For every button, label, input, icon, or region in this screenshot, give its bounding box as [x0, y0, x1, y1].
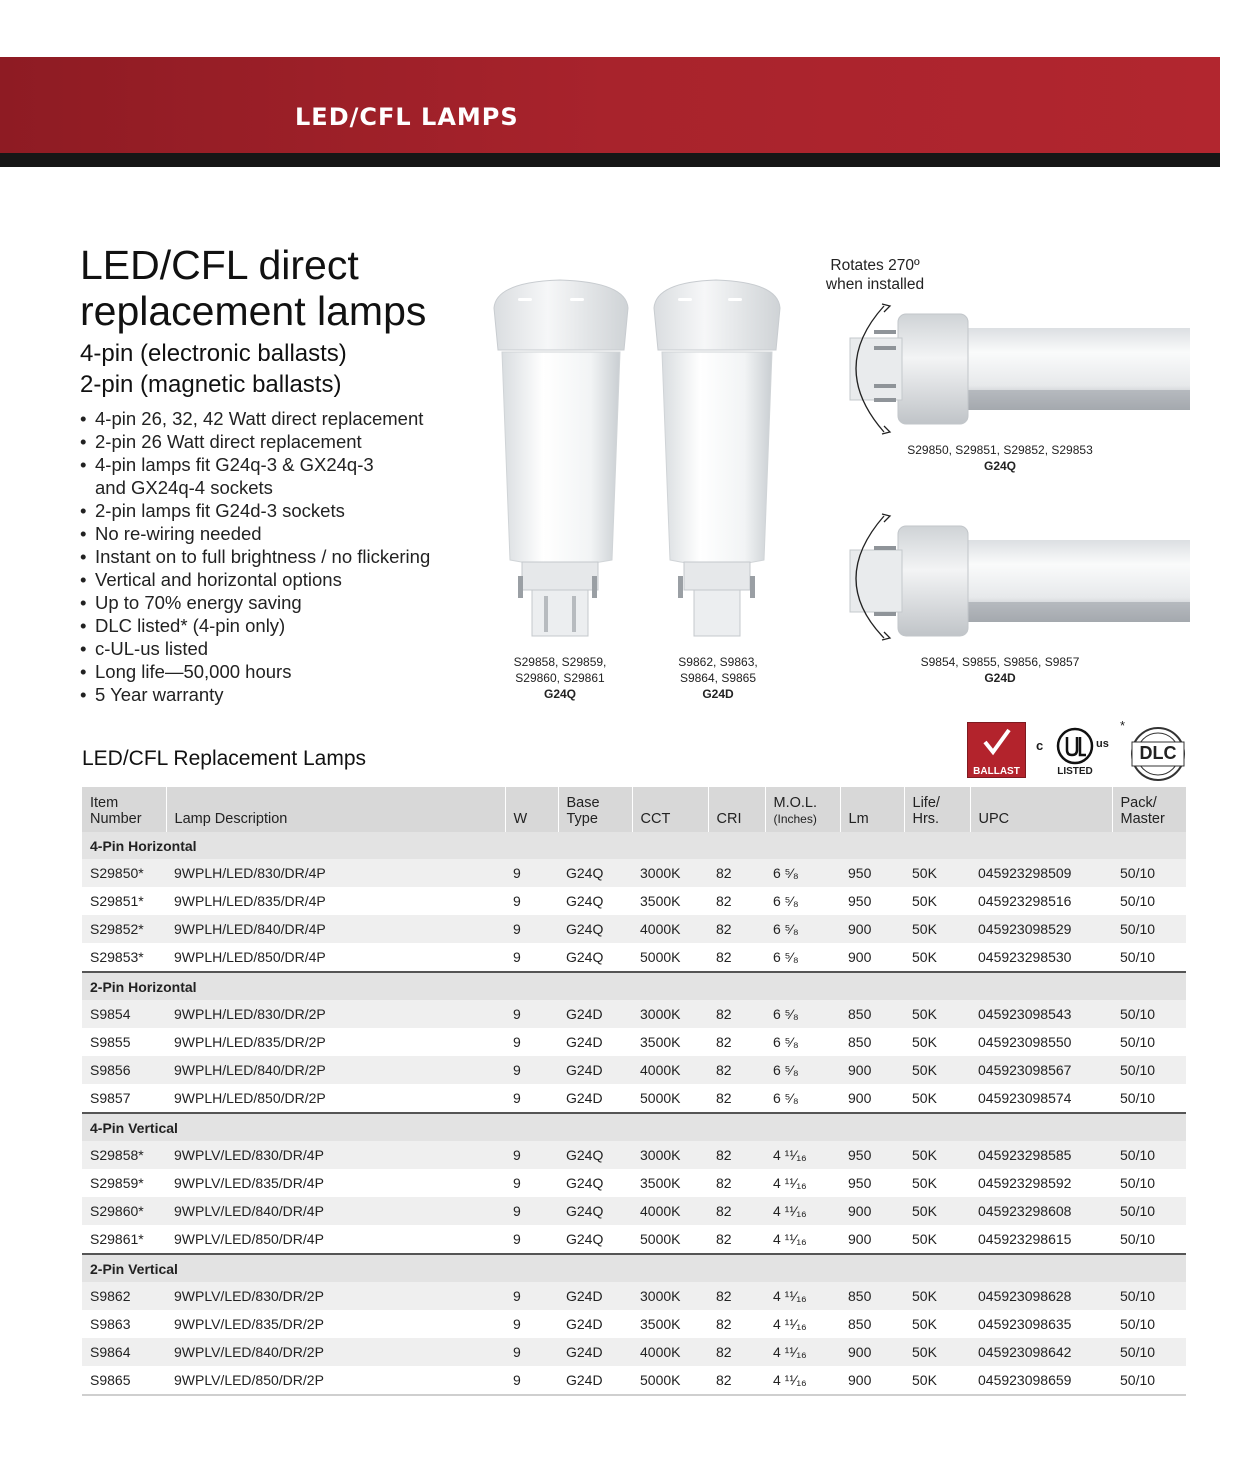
- cell-cri: 82: [708, 1141, 765, 1169]
- cell-life: 50K: [904, 859, 970, 887]
- col-pack-line-1: Pack/: [1120, 795, 1157, 811]
- section-title: LED/CFL LAMPS: [295, 103, 519, 131]
- cell-cri: 82: [708, 943, 765, 972]
- cell-life: 50K: [904, 1056, 970, 1084]
- group-header-row: [82, 1113, 1186, 1141]
- caption-line-2: S9864, S9865: [679, 671, 757, 685]
- table-row: [82, 1282, 1186, 1310]
- cell-item: S29853*: [82, 943, 166, 972]
- cell-item: S9863: [90, 1316, 131, 1332]
- feature-item: • Up to 70% energy saving: [80, 591, 430, 614]
- cell-base: G24D: [566, 1034, 603, 1050]
- cell-life: 50K: [904, 1225, 970, 1254]
- cell-pack: 50/10: [1112, 1141, 1186, 1169]
- cell-lm: 900: [840, 1338, 904, 1366]
- cell-upc: 045923098529: [970, 915, 1112, 943]
- caption-base: G24Q: [983, 459, 1016, 473]
- dlc-logo-text: DLC: [1139, 743, 1177, 763]
- cell-mol: 4 ¹¹⁄₁₆: [765, 1282, 840, 1310]
- cell-w: 9: [505, 1366, 558, 1395]
- cell-desc: 9WPLV/LED/840/DR/4P: [166, 1197, 505, 1225]
- header-banner: [0, 57, 1220, 153]
- cell-lm: 850: [848, 1034, 872, 1050]
- cell-cct: 5000K: [632, 943, 708, 972]
- feature-item: • DLC listed* (4-pin only): [80, 614, 430, 637]
- cell-mol: 4 ¹¹⁄₁₆: [773, 1175, 807, 1191]
- cell-base: G24Q: [558, 1197, 632, 1225]
- cell-desc: 9WPLH/LED/840/DR/2P: [166, 1056, 505, 1084]
- cell-base: G24Q: [558, 943, 632, 972]
- feature-item: • Instant on to full brightness / no flickering: [80, 545, 430, 568]
- caption-line-1: S9862, S9863,: [678, 655, 758, 669]
- cell-cri: 82: [708, 1056, 765, 1084]
- cell-upc: 045923098635: [978, 1316, 1072, 1332]
- cell-item: S29860*: [82, 1197, 166, 1225]
- cell-lm: 900: [840, 1084, 904, 1113]
- cell-lm: 950: [848, 1175, 872, 1191]
- caption-base: G24Q: [543, 687, 576, 701]
- spec-table: [82, 787, 1186, 1396]
- cell-life: 50K: [904, 1000, 970, 1028]
- rotate-note-line-1: Rotates 270º: [830, 257, 920, 274]
- cell-cct: 4000K: [632, 915, 708, 943]
- cell-desc: 9WPLV/LED/830/DR/4P: [166, 1141, 505, 1169]
- col-base-line-2: Type: [566, 811, 598, 827]
- group-header-row: [82, 832, 1186, 859]
- ballast-logo: [967, 722, 1026, 778]
- rotate-note: [800, 256, 950, 294]
- cell-desc: 9WPLH/LED/840/DR/4P: [166, 915, 505, 943]
- cell-w: 9: [505, 943, 558, 972]
- group-label: 4-Pin Vertical: [82, 1113, 1186, 1141]
- cell-cri: 82: [716, 1316, 732, 1332]
- cell-life: 50K: [904, 915, 970, 943]
- dlc-asterisk: *: [1120, 718, 1126, 733]
- table-row: [82, 1338, 1186, 1366]
- group-header-row: [82, 972, 1186, 1000]
- table-row: [82, 1084, 1186, 1113]
- cell-mol: 4 ¹¹⁄₁₆: [765, 1225, 840, 1254]
- cell-upc: 045923298585: [970, 1141, 1112, 1169]
- col-mol-line-1: M.O.L.: [773, 795, 818, 811]
- cell-w: 9: [505, 915, 558, 943]
- cell-w: 9: [505, 1141, 558, 1169]
- caption-line-1: S9854, S9855, S9856, S9857: [920, 655, 1080, 669]
- feature-item-continued: and GX24q-4 sockets: [95, 477, 273, 498]
- cell-upc: 045923098543: [970, 1000, 1112, 1028]
- cell-pack: 50/10: [1112, 943, 1186, 972]
- feature-item: • Long life—50,000 hours: [80, 660, 430, 683]
- cell-desc: 9WPLV/LED/830/DR/2P: [166, 1282, 505, 1310]
- vertical-4pin-lamp-image: [488, 278, 633, 650]
- group-label: 2-Pin Horizontal: [82, 972, 1186, 1000]
- cell-pack: 50/10: [1112, 1000, 1186, 1028]
- cell-base: G24Q: [566, 1175, 604, 1191]
- table-row: [82, 1141, 1186, 1169]
- cell-pack: 50/10: [1112, 1338, 1186, 1366]
- cell-w: 9: [505, 1000, 558, 1028]
- title-line-2: replacement lamps: [80, 288, 427, 334]
- cell-lm: 850: [848, 1316, 872, 1332]
- cell-upc: 045923098574: [970, 1084, 1112, 1113]
- cell-item: S9862: [82, 1282, 166, 1310]
- cell-life: 50K: [904, 1282, 970, 1310]
- group-label: 4-Pin Horizontal: [82, 832, 1186, 859]
- cell-life: 50K: [912, 893, 937, 909]
- cell-w: 9: [513, 1175, 521, 1191]
- horizontal-2pin-caption: [890, 654, 1110, 686]
- cell-pack: 50/10: [1112, 859, 1186, 887]
- cell-desc: 9WPLH/LED/830/DR/4P: [166, 859, 505, 887]
- col-pack-line-2: Master: [1120, 811, 1165, 827]
- cell-pack: 50/10: [1112, 1084, 1186, 1113]
- cell-cct: 3000K: [632, 859, 708, 887]
- cell-item: S9857: [82, 1084, 166, 1113]
- cell-cri: 82: [708, 915, 765, 943]
- cell-cri: 82: [708, 1000, 765, 1028]
- cell-life: 50K: [912, 1034, 937, 1050]
- cell-w: 9: [513, 893, 521, 909]
- cell-cct: 3000K: [632, 1000, 708, 1028]
- table-row: [82, 1366, 1186, 1395]
- table-row: [82, 1056, 1186, 1084]
- cell-desc: 9WPLH/LED/850/DR/4P: [166, 943, 505, 972]
- cell-w: 9: [505, 1338, 558, 1366]
- ul-listed-label: LISTED: [1057, 766, 1093, 777]
- ul-listed-logo: [1036, 722, 1114, 782]
- feature-item: • c-UL-us listed: [80, 637, 430, 660]
- cell-item: S29861*: [82, 1225, 166, 1254]
- cell-upc: 045923098628: [970, 1282, 1112, 1310]
- cell-cct: 3500K: [640, 893, 681, 909]
- cell-mol: 6 ⁵⁄₈: [765, 915, 840, 943]
- cell-mol: 6 ⁵⁄₈: [773, 893, 799, 909]
- cell-life: 50K: [904, 1141, 970, 1169]
- cell-lm: 850: [840, 1282, 904, 1310]
- cell-item: S9865: [82, 1366, 166, 1395]
- table-row: [82, 1028, 1186, 1056]
- table-row: [82, 915, 1186, 943]
- table-row: [82, 887, 1186, 915]
- cell-base: G24Q: [558, 1225, 632, 1254]
- horizontal-4pin-caption: [880, 442, 1120, 474]
- cell-cct: 4000K: [632, 1338, 708, 1366]
- cell-mol: 4 ¹¹⁄₁₆: [773, 1316, 807, 1332]
- ul-us-label: us: [1096, 738, 1109, 750]
- cell-mol: 6 ⁵⁄₈: [765, 1084, 840, 1113]
- cell-lm: 900: [840, 1225, 904, 1254]
- cell-cri: 82: [716, 1175, 732, 1191]
- cell-desc: 9WPLV/LED/835/DR/4P: [174, 1175, 324, 1191]
- cell-w: 9: [505, 1197, 558, 1225]
- cell-life: 50K: [904, 1366, 970, 1395]
- feature-item: • 4-pin lamps fit G24q-3 & GX24q-3: [80, 453, 430, 476]
- cell-desc: 9WPLV/LED/835/DR/2P: [174, 1316, 324, 1332]
- cell-cct: 3000K: [632, 1141, 708, 1169]
- feature-item: • 4-pin 26, 32, 42 Watt direct replacement: [80, 407, 430, 430]
- banner-bottom-bar: [0, 153, 1220, 167]
- cell-mol: 4 ¹¹⁄₁₆: [765, 1197, 840, 1225]
- table-row: [82, 1169, 1186, 1197]
- col-mol: [765, 787, 840, 832]
- col-description: Lamp Description: [166, 787, 505, 832]
- cell-mol: 6 ⁵⁄₈: [765, 1000, 840, 1028]
- cell-upc: 045923098659: [970, 1366, 1112, 1395]
- group-header-row: [82, 1254, 1186, 1282]
- caption-base: G24D: [984, 671, 1016, 685]
- cell-upc: 045923298608: [970, 1197, 1112, 1225]
- cell-base: G24Q: [558, 1141, 632, 1169]
- cell-base: G24Q: [566, 893, 604, 909]
- cell-mol: 4 ¹¹⁄₁₆: [765, 1366, 840, 1395]
- cell-cri: 82: [708, 1282, 765, 1310]
- cell-item: S29859*: [90, 1175, 144, 1191]
- cell-pack: 50/10: [1120, 1175, 1156, 1191]
- cell-lm: 950: [848, 893, 872, 909]
- caption-line-2: S29860, S29861: [515, 671, 605, 685]
- col-cct: CCT: [632, 787, 708, 832]
- cell-mol: 6 ⁵⁄₈: [765, 1056, 840, 1084]
- cell-mol: 6 ⁵⁄₈: [773, 1034, 799, 1050]
- cell-base: G24D: [558, 1056, 632, 1084]
- cell-w: 9: [513, 1034, 521, 1050]
- cell-upc: 045923098642: [970, 1338, 1112, 1366]
- cell-desc: 9WPLH/LED/830/DR/2P: [166, 1000, 505, 1028]
- cell-life: 50K: [904, 1084, 970, 1113]
- cell-item: S9864: [82, 1338, 166, 1366]
- cell-cri: 82: [708, 1225, 765, 1254]
- cell-upc: 045923298530: [970, 943, 1112, 972]
- cell-life: 50K: [912, 1175, 937, 1191]
- cell-cct: 5000K: [632, 1225, 708, 1254]
- cell-upc: 045923298509: [970, 859, 1112, 887]
- cell-item: S29858*: [82, 1141, 166, 1169]
- cell-pack: 50/10: [1120, 1316, 1156, 1332]
- cell-life: 50K: [904, 1338, 970, 1366]
- feature-item: • Vertical and horizontal options: [80, 568, 430, 591]
- cell-upc: 045923098550: [978, 1034, 1072, 1050]
- cell-mol: 6 ⁵⁄₈: [765, 859, 840, 887]
- cell-desc: 9WPLV/LED/850/DR/4P: [166, 1225, 505, 1254]
- caption-base: G24D: [702, 687, 734, 701]
- cell-item: S29850*: [82, 859, 166, 887]
- caption-line-1: S29858, S29859,: [513, 655, 607, 669]
- cell-pack: 50/10: [1112, 1366, 1186, 1395]
- col-upc: UPC: [970, 787, 1112, 832]
- cell-cct: 3000K: [632, 1282, 708, 1310]
- col-item: [82, 787, 166, 832]
- table-header-row: [82, 787, 1186, 832]
- table-row: [82, 943, 1186, 972]
- cell-pack: 50/10: [1120, 1034, 1156, 1050]
- cell-cct: 3500K: [640, 1316, 681, 1332]
- cell-cri: 82: [716, 893, 732, 909]
- ballast-logo-text: BALLAST: [973, 766, 1020, 777]
- cell-item: S9856: [82, 1056, 166, 1084]
- spec-table-body: [82, 832, 1186, 1395]
- dlc-logo: [1128, 726, 1188, 782]
- cell-cri: 82: [708, 1338, 765, 1366]
- cell-w: 9: [505, 1084, 558, 1113]
- cell-cct: 3500K: [640, 1175, 681, 1191]
- col-item-line-1: Item: [90, 795, 119, 811]
- cell-desc: 9WPLH/LED/835/DR/4P: [174, 893, 326, 909]
- cell-base: G24D: [558, 1000, 632, 1028]
- cell-base: G24D: [558, 1282, 632, 1310]
- col-base-line-1: Base: [566, 795, 600, 811]
- cell-mol: 4 ¹¹⁄₁₆: [765, 1338, 840, 1366]
- cell-lm: 900: [840, 1056, 904, 1084]
- horizontal-2pin-lamp-image: [838, 508, 1190, 654]
- cell-life: 50K: [904, 943, 970, 972]
- table-title: LED/CFL Replacement Lamps: [82, 747, 367, 770]
- subtitle-line-1: 4-pin (electronic ballasts): [80, 340, 347, 367]
- cell-cri: 82: [708, 1366, 765, 1395]
- page-title: [80, 242, 426, 334]
- caption-line-1: S29850, S29851, S29852, S29853: [907, 443, 1093, 457]
- cell-w: 9: [513, 1316, 521, 1332]
- cell-w: 9: [505, 1282, 558, 1310]
- cell-lm: 900: [840, 1366, 904, 1395]
- cell-cct: 5000K: [632, 1084, 708, 1113]
- table-row: [82, 859, 1186, 887]
- cell-lm: 900: [840, 1197, 904, 1225]
- cell-base: G24D: [558, 1084, 632, 1113]
- cell-base: G24Q: [558, 859, 632, 887]
- feature-item: • 2-pin lamps fit G24d-3 sockets: [80, 499, 430, 522]
- cell-cri: 82: [708, 1084, 765, 1113]
- cell-item: S29851*: [90, 893, 144, 909]
- vertical-2pin-lamp-image: [650, 278, 785, 650]
- cell-lm: 950: [840, 859, 904, 887]
- cell-pack: 50/10: [1112, 1197, 1186, 1225]
- cell-w: 9: [505, 1056, 558, 1084]
- vertical-4pin-caption: [490, 654, 630, 702]
- cell-base: G24Q: [558, 915, 632, 943]
- cell-cct: 3500K: [640, 1034, 681, 1050]
- cell-lm: 850: [840, 1000, 904, 1028]
- vertical-2pin-caption: [650, 654, 786, 702]
- cell-mol: 6 ⁵⁄₈: [765, 943, 840, 972]
- col-lumens: Lm: [840, 787, 904, 832]
- group-label: 2-Pin Vertical: [82, 1254, 1186, 1282]
- cell-cri: 82: [708, 1197, 765, 1225]
- cell-lm: 900: [840, 915, 904, 943]
- checkmark-icon: [968, 723, 1025, 761]
- table-row: [82, 1197, 1186, 1225]
- col-mol-line-2: (Inches): [773, 812, 817, 826]
- col-base: [558, 787, 632, 832]
- cell-item: S9855: [90, 1034, 131, 1050]
- cell-pack: 50/10: [1112, 1225, 1186, 1254]
- page-subtitle: [80, 338, 347, 400]
- cell-item: S9854: [82, 1000, 166, 1028]
- table-row: [82, 1310, 1186, 1338]
- cell-desc: 9WPLH/LED/850/DR/2P: [166, 1084, 505, 1113]
- cell-cct: 5000K: [632, 1366, 708, 1395]
- subtitle-line-2: 2-pin (magnetic ballasts): [80, 371, 342, 398]
- col-pack: [1112, 787, 1186, 832]
- col-watts: W: [505, 787, 558, 832]
- rotate-note-line-2: when installed: [825, 276, 925, 293]
- cell-life: 50K: [904, 1197, 970, 1225]
- col-cri: CRI: [708, 787, 765, 832]
- cell-pack: 50/10: [1112, 1056, 1186, 1084]
- cell-base: G24D: [558, 1338, 632, 1366]
- feature-list: [80, 407, 430, 706]
- feature-item: • 2-pin 26 Watt direct replacement: [80, 430, 430, 453]
- cell-life: 50K: [912, 1316, 937, 1332]
- table-row: [82, 1225, 1186, 1254]
- ul-c-label: c: [1036, 738, 1044, 753]
- cell-upc: 045923298615: [970, 1225, 1112, 1254]
- cell-cct: 4000K: [632, 1056, 708, 1084]
- cell-pack: 50/10: [1112, 1282, 1186, 1310]
- feature-item: • No re-wiring needed: [80, 522, 430, 545]
- cell-desc: 9WPLV/LED/840/DR/2P: [166, 1338, 505, 1366]
- col-life: [904, 787, 970, 832]
- cell-cri: 82: [708, 859, 765, 887]
- cell-desc: 9WPLV/LED/850/DR/2P: [166, 1366, 505, 1395]
- cell-cct: 4000K: [632, 1197, 708, 1225]
- title-line-1: LED/CFL direct: [80, 242, 359, 288]
- horizontal-4pin-lamp-image: [838, 294, 1190, 440]
- cell-w: 9: [505, 1225, 558, 1254]
- cell-base: G24D: [566, 1316, 603, 1332]
- cell-lm: 950: [840, 1141, 904, 1169]
- cell-w: 9: [505, 859, 558, 887]
- cell-upc: 045923298516: [978, 893, 1072, 909]
- cell-item: S29852*: [82, 915, 166, 943]
- cell-upc: 045923098567: [970, 1056, 1112, 1084]
- cell-pack: 50/10: [1112, 915, 1186, 943]
- cell-mol: 4 ¹¹⁄₁₆: [765, 1141, 840, 1169]
- table-row: [82, 1000, 1186, 1028]
- cell-base: G24D: [558, 1366, 632, 1395]
- cell-pack: 50/10: [1120, 893, 1156, 909]
- cell-desc: 9WPLH/LED/835/DR/2P: [174, 1034, 326, 1050]
- col-life-line-2: Hrs.: [912, 811, 940, 827]
- feature-item: • 5 Year warranty: [80, 683, 430, 706]
- cell-lm: 900: [840, 943, 904, 972]
- col-item-line-2: Number: [90, 811, 142, 827]
- cell-cri: 82: [716, 1034, 732, 1050]
- cell-upc: 045923298592: [978, 1175, 1072, 1191]
- col-life-line-1: Life/: [912, 795, 940, 811]
